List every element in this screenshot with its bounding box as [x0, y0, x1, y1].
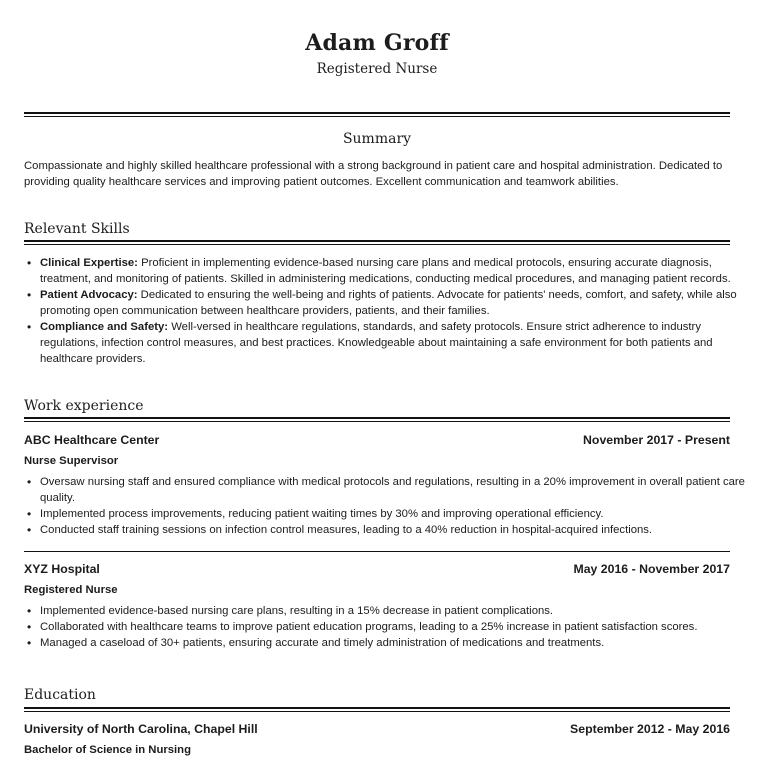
education-divider: [24, 707, 730, 709]
job-company: ABC Healthcare Center: [24, 433, 160, 447]
education-degree: Bachelor of Science in Nursing: [24, 744, 191, 756]
job-separator: [24, 551, 730, 552]
job-bullet: • Collaborated with healthcare teams to improve patient education programs, leading to a 25% increase in patient satisfaction scores.: [40, 619, 746, 635]
job-company: XYZ Hospital: [24, 562, 100, 576]
skill-item: [40, 287, 746, 319]
education-dates: September 2012 - May 2016: [570, 722, 730, 736]
work-heading: Work experience: [24, 398, 144, 414]
skill-label: Clinical Expertise:: [40, 257, 138, 269]
skills-divider: [24, 240, 730, 242]
summary-text: Compassionate and highly skilled healthcare professional with a strong background in patient care and hospital administration. Dedicated to providing quality healthcare services and improving patient outcomes. Excellent communication and teamwork abilities.: [24, 160, 723, 188]
job-header: [24, 562, 730, 576]
skills-heading: Relevant Skills: [24, 221, 130, 237]
skill-text: Dedicated to ensuring the well-being and rights of patients. Advocate for patients' needs, comfort, and safety, while also promoting open communication between healthcare providers, patients, and their families.: [40, 289, 737, 317]
skill-text: Proficient in implementing evidence-based nursing care plans and medical protocols, ensuring accurate diagnosis, treatment, and monitoring of patients. Skilled in administering medications, conducting medical procedures, and managing patient records.: [40, 257, 731, 285]
skills-list: [24, 255, 746, 367]
skill-label: Compliance and Safety:: [40, 321, 169, 333]
header-divider: [24, 112, 730, 114]
job-role: Registered Nurse: [24, 584, 118, 596]
job-role: Nurse Supervisor: [24, 455, 119, 467]
work-divider: [24, 417, 730, 419]
skill-label: Patient Advocacy:: [40, 289, 138, 301]
summary-heading: Summary: [342, 131, 412, 147]
job-bullet: • Implemented process improvements, reducing patient waiting times by 30% and improving operational efficiency.: [40, 506, 746, 522]
job-bullet: • Managed a caseload of 30+ patients, ensuring accurate and timely administration of medications and treatments.: [40, 635, 746, 651]
skill-item: [40, 319, 746, 367]
education-heading: Education: [24, 687, 96, 703]
skill-item: [40, 255, 746, 287]
skill-text: Well-versed in healthcare regulations, standards, and safety protocols. Ensure strict adherence to industry regulations, infection control measures, and best practices. Knowledgeable about maintaining a safe environment for both patients and healthcare providers.: [40, 321, 713, 365]
job-bullets: [24, 603, 746, 651]
education-school: University of North Carolina, Chapel Hill: [24, 722, 258, 736]
job-dates: November 2017 - Present: [583, 433, 730, 447]
job-bullet: • Implemented evidence-based nursing care plans, resulting in a 15% decrease in patient complications.: [40, 603, 746, 619]
job-header: [24, 433, 730, 447]
education-header: [24, 722, 730, 736]
job-bullets: [24, 474, 746, 538]
candidate-title: Registered Nurse: [316, 61, 438, 77]
candidate-name: Adam Groff: [305, 30, 449, 56]
job-dates: May 2016 - November 2017: [573, 562, 730, 576]
job-bullet: • Oversaw nursing staff and ensured compliance with medical protocols and regulations, resulting in a 20% improvement in overall patient care quality.: [40, 474, 746, 506]
job-bullet: • Conducted staff training sessions on infection control measures, leading to a 40% reduction in hospital-acquired infections.: [40, 522, 746, 538]
